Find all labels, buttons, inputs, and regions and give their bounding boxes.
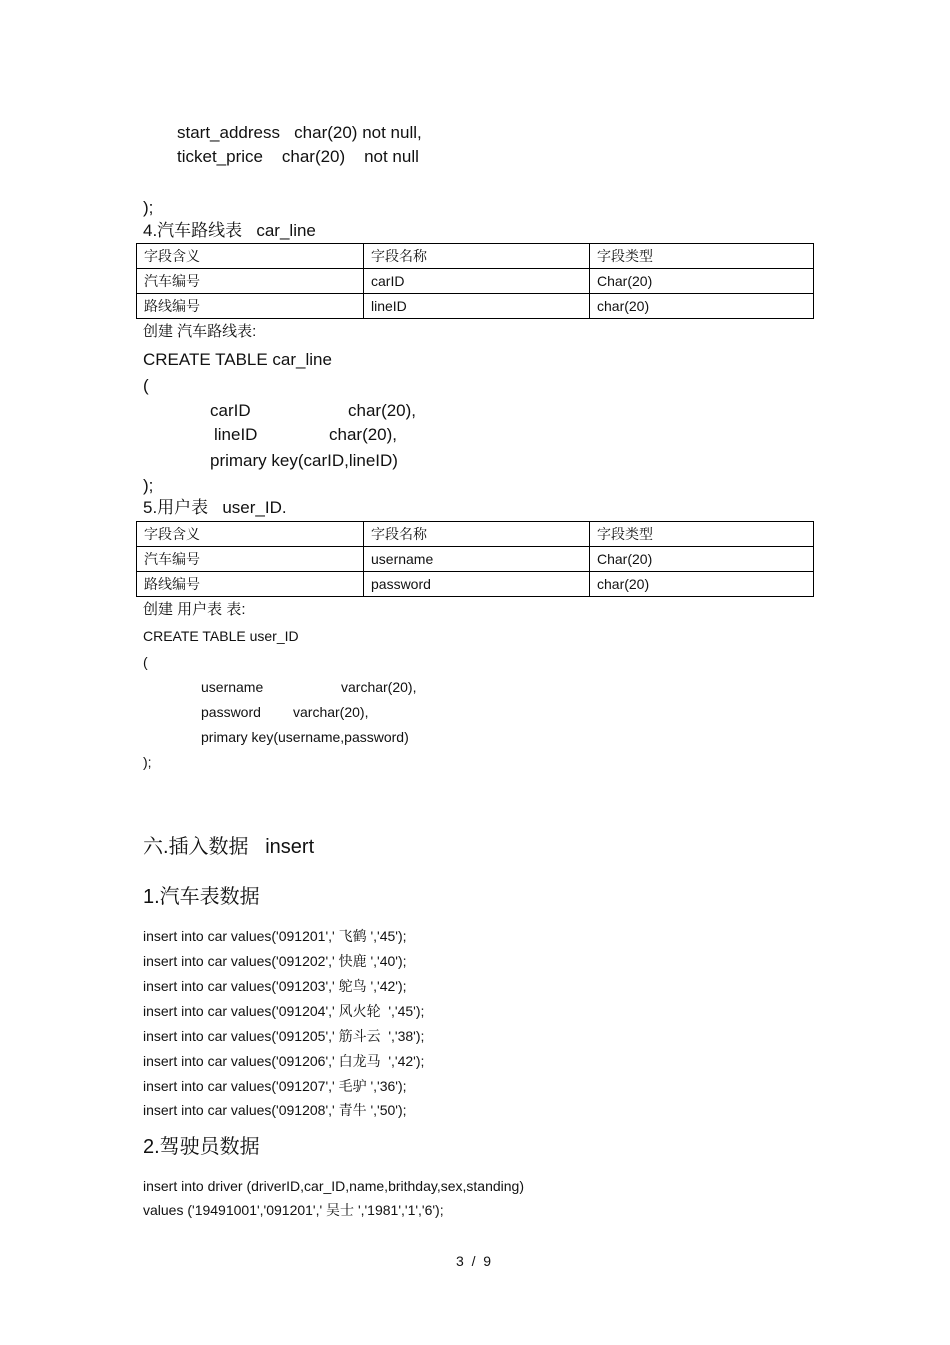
table-header-cell: 字段含义 — [137, 522, 364, 547]
subheading-driver-data: 2.驾驶员数据 — [143, 1136, 260, 1158]
sql-open-paren: ( — [143, 654, 148, 670]
page-number: 3 / 9 — [456, 1253, 492, 1269]
table-cell: char(20) — [590, 294, 814, 319]
table-cell: carID — [364, 269, 590, 294]
sql-close-paren: ); — [143, 198, 154, 217]
sql-col-type: char(20), — [348, 401, 417, 420]
table-cell: Char(20) — [590, 547, 814, 572]
insert-statement: insert into car values('091207',' 毛驴 ','36'); — [143, 1078, 407, 1094]
user-id-field-table — [136, 521, 814, 597]
table-row — [137, 269, 814, 294]
insert-statement: values ('19491001','091201',' 吴士 ','1981','1','6'); — [143, 1202, 444, 1218]
table-header-row — [137, 244, 814, 269]
sql-open-paren: ( — [143, 376, 149, 395]
table-header-cell: 字段类型 — [590, 244, 814, 269]
sql-col-type: varchar(20), — [293, 704, 369, 720]
sql-create-car-line: CREATE TABLE car_line — [143, 350, 332, 369]
sql-col-name: password — [201, 704, 261, 720]
table-cell: 汽车编号 — [137, 269, 364, 294]
table-row — [137, 294, 814, 319]
table-cell: 路线编号 — [137, 294, 364, 319]
sql-col-name: lineID — [214, 425, 258, 444]
table-cell: char(20) — [590, 572, 814, 597]
sql-col-name: username — [201, 679, 264, 695]
table-cell: Char(20) — [590, 269, 814, 294]
sql-create-user-id: CREATE TABLE user_ID — [143, 628, 299, 644]
sql-col-type: varchar(20), — [341, 679, 417, 695]
table-row — [137, 572, 814, 597]
insert-statement: insert into car values('091206',' 白龙马 ','42'); — [143, 1053, 425, 1069]
table-header-cell: 字段名称 — [364, 244, 590, 269]
table-header-cell: 字段类型 — [590, 522, 814, 547]
sql-col-name: carID — [210, 401, 251, 420]
section-title-car-line: 4.汽车路线表 car_line — [143, 221, 316, 240]
section-heading-insert: 六.插入数据 insert — [143, 836, 315, 858]
table-header-cell: 字段含义 — [137, 244, 364, 269]
table-cell: lineID — [364, 294, 590, 319]
sql-primary-key: primary key(carID,lineID) — [210, 451, 398, 470]
sql-close-paren: ); — [143, 754, 152, 770]
sql-col-type: char(20), — [329, 425, 398, 444]
sql-line-start-address: start_address char(20) not null, — [177, 123, 422, 142]
create-label-car-line: 创建 汽车路线表: — [143, 323, 257, 340]
subheading-car-data: 1.汽车表数据 — [143, 886, 260, 908]
sql-line-ticket-price: ticket_price char(20) not null — [177, 147, 419, 166]
table-cell: 汽车编号 — [137, 547, 364, 572]
table-header-row — [137, 522, 814, 547]
car-line-field-table — [136, 243, 814, 319]
table-cell: username — [364, 547, 590, 572]
insert-statement: insert into car values('091205',' 筋斗云 ','38'); — [143, 1028, 425, 1044]
table-row — [137, 547, 814, 572]
insert-statement: insert into car values('091203',' 鸵鸟 ','42'); — [143, 978, 407, 994]
insert-statement: insert into driver (driverID,car_ID,name,brithday,sex,standing) — [143, 1178, 525, 1194]
table-cell: 路线编号 — [137, 572, 364, 597]
insert-statement: insert into car values('091202',' 快鹿 ','40'); — [143, 953, 407, 969]
section-title-user-id: 5.用户表 user_ID. — [143, 498, 287, 517]
sql-primary-key: primary key(username,password) — [201, 729, 409, 745]
insert-statement: insert into car values('091208',' 青牛 ','50'); — [143, 1102, 407, 1118]
insert-statement: insert into car values('091204',' 风火轮 ','45'); — [143, 1003, 425, 1019]
insert-statement: insert into car values('091201',' 飞鹤 ','45'); — [143, 928, 407, 944]
sql-close-paren: ); — [143, 476, 154, 495]
table-cell: password — [364, 572, 590, 597]
table-header-cell: 字段名称 — [364, 522, 590, 547]
create-label-user-id: 创建 用户表 表: — [143, 601, 246, 618]
